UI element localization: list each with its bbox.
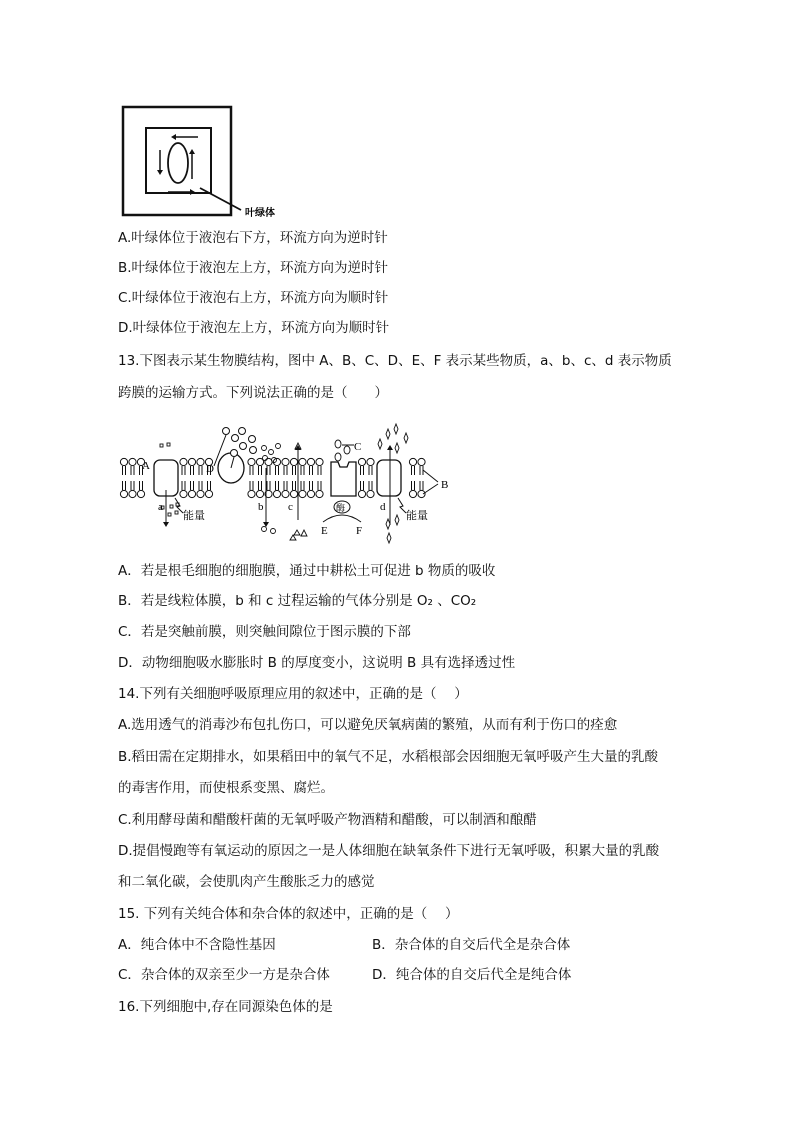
q14-line: A.选用透气的消毒沙布包扎伤口，可以避免厌氧病菌的繁殖，从而有利于伤口的痊愈 xyxy=(118,717,618,733)
phospholipid-tail xyxy=(191,466,194,475)
phospholipid-head xyxy=(188,458,195,465)
phospholipid-tail xyxy=(208,481,211,490)
phospholipid-tail xyxy=(267,466,270,475)
q13-option-a: A．若是根毛细胞的细胞膜，通过中耕松土可促进 b 物质的吸收 xyxy=(118,563,496,579)
label-c-upper: C xyxy=(354,441,362,453)
membrane-transport-figure xyxy=(118,410,468,550)
phospholipid-head xyxy=(367,458,374,465)
phospholipid-tail xyxy=(276,481,279,490)
phospholipid-head xyxy=(282,458,289,465)
q13-option-c: C．若是突触前膜，则突触间隙位于图示膜的下部 xyxy=(118,624,411,640)
phospholipid-head xyxy=(180,490,187,497)
phospholipid-tail xyxy=(182,466,185,475)
phospholipid-tail xyxy=(199,466,202,475)
phospholipid-tail xyxy=(310,466,313,475)
q12-option-c: C.叶绿体位于液泡右上方，环流方向为顺时针 xyxy=(118,290,389,306)
enzyme-label: 酶 xyxy=(336,504,346,514)
phospholipid-head xyxy=(129,458,136,465)
phospholipid-tail xyxy=(191,481,194,490)
phospholipid-head xyxy=(129,490,136,497)
phospholipid-tail xyxy=(250,466,253,475)
chloroplast-label: 叶绿体 xyxy=(245,208,275,219)
chloroplast-cyclosis-figure xyxy=(118,104,288,222)
phospholipid-head xyxy=(273,490,280,497)
phospholipid-head xyxy=(290,490,297,497)
phospholipid-tail xyxy=(267,481,270,490)
q15-option-a: A．纯合体中不含隐性基因 xyxy=(118,937,276,953)
label-f: F xyxy=(356,525,363,537)
phospholipid-head xyxy=(307,490,314,497)
phospholipid-head xyxy=(290,458,297,465)
label-b-upper: B xyxy=(441,479,449,491)
phospholipid-head xyxy=(197,490,204,497)
phospholipid-tail xyxy=(318,466,321,475)
q15-option-d: D．纯合体的自交后代全是纯合体 xyxy=(372,967,572,983)
phospholipid-head xyxy=(409,458,416,465)
phospholipid-tail xyxy=(293,481,296,490)
phospholipid-tail xyxy=(361,466,364,475)
phospholipid-tail xyxy=(310,481,313,490)
phospholipid-tail xyxy=(259,481,262,490)
phospholipid-head xyxy=(197,458,204,465)
phospholipid-head xyxy=(248,490,255,497)
phospholipid-tail xyxy=(318,481,321,490)
label-c-lower: c xyxy=(288,501,293,513)
phospholipid-head xyxy=(180,458,187,465)
phospholipid-head xyxy=(409,490,416,497)
q14-line: 的毒害作用，而使根系变黑、腐烂。 xyxy=(118,780,334,796)
q13-stem-line2: 跨膜的运输方式。下列说法正确的是（ ） xyxy=(118,385,388,401)
phospholipid-tail xyxy=(199,481,202,490)
phospholipid-tail xyxy=(131,466,134,475)
phospholipid-tail xyxy=(259,466,262,475)
energy-label-left: 能量 xyxy=(183,509,205,522)
phospholipid-head xyxy=(358,490,365,497)
q12-option-b: B.叶绿体位于液泡左上方，环流方向为逆时针 xyxy=(118,260,389,276)
phospholipid-head xyxy=(418,490,425,497)
energy-label-right: 能量 xyxy=(406,509,428,522)
q13-stem-line1: 13.下图表示某生物膜结构，图中 A、B、C、D、E、F 表示某些物质，a、b、c、d 表示物质 xyxy=(118,353,672,369)
phospholipid-tail xyxy=(361,481,364,490)
phospholipid-head xyxy=(358,458,365,465)
q13-option-b: B．若是线粒体膜，b 和 c 过程运输的气体分别是 O₂ 、CO₂ xyxy=(118,593,477,609)
phospholipid-head xyxy=(188,490,195,497)
phospholipid-head xyxy=(307,458,314,465)
label-b-lower: b xyxy=(258,501,264,513)
q12-option-a: A.叶绿体位于液泡右下方，环流方向为逆时针 xyxy=(118,230,388,246)
phospholipid-tail xyxy=(123,481,126,490)
q13-option-d: D．动物细胞吸水膨胀时 B 的厚度变小，这说明 B 具有选择透过性 xyxy=(118,655,516,671)
label-d-upper: D xyxy=(206,463,214,475)
phospholipid-tail xyxy=(284,481,287,490)
phospholipid-head xyxy=(120,458,127,465)
phospholipid-tail xyxy=(284,466,287,475)
phospholipid-tail xyxy=(250,481,253,490)
phospholipid-head xyxy=(367,490,374,497)
phospholipid-tail xyxy=(369,481,372,490)
label-d-lower: d xyxy=(380,501,386,513)
phospholipid-tail xyxy=(412,466,415,475)
phospholipid-tail xyxy=(301,466,304,475)
label-e: E xyxy=(321,525,328,537)
phospholipid-tail xyxy=(182,481,185,490)
phospholipid-head xyxy=(248,458,255,465)
phospholipid-tail xyxy=(131,481,134,490)
phospholipid-tail xyxy=(123,466,126,475)
q14-line: D.提倡慢跑等有氧运动的原因之一是人体细胞在缺氧条件下进行无氧呼吸，积累大量的乳酸 xyxy=(118,843,660,859)
q14-line: C.利用酵母菌和醋酸杆菌的无氧呼吸产物酒精和醋酸，可以制酒和酿醋 xyxy=(118,812,537,828)
label-a-upper: A xyxy=(142,460,150,472)
phospholipid-tail xyxy=(412,481,415,490)
phospholipid-tail xyxy=(301,481,304,490)
phospholipid-head xyxy=(299,490,306,497)
phospholipid-tail xyxy=(276,466,279,475)
phospholipid-head xyxy=(120,490,127,497)
phospholipid-head xyxy=(282,490,289,497)
phospholipid-head xyxy=(316,490,323,497)
phospholipid-head xyxy=(265,458,272,465)
phospholipid-tail xyxy=(420,481,423,490)
phospholipid-tail xyxy=(369,466,372,475)
q14-stem: 14.下列有关细胞呼吸原理应用的叙述中，正确的是（ ） xyxy=(118,686,468,702)
phospholipid-head xyxy=(316,458,323,465)
phospholipid-head xyxy=(418,458,425,465)
q16-stem: 16.下列细胞中,存在同源染色体的是 xyxy=(118,999,333,1015)
q15-stem: 15. 下列有关纯合体和杂合体的叙述中，正确的是（ ） xyxy=(118,906,459,922)
q14-line: B.稻田需在定期排水，如果稻田中的氧气不足，水稻根部会因细胞无氧呼吸产生大量的乳酸 xyxy=(118,749,659,765)
phospholipid-head xyxy=(256,490,263,497)
phospholipid-tail xyxy=(140,481,143,490)
q15-option-c: C．杂合体的双亲至少一方是杂合体 xyxy=(118,967,330,983)
q14-line: 和二氧化碳，会使肌肉产生酸胀乏力的感觉 xyxy=(118,874,375,890)
phospholipid-head xyxy=(299,458,306,465)
label-a-lower: a xyxy=(158,501,163,513)
phospholipid-head xyxy=(137,490,144,497)
phospholipid-head xyxy=(205,490,212,497)
phospholipid-tail xyxy=(293,466,296,475)
q12-option-d: D.叶绿体位于液泡左上方，环流方向为顺时针 xyxy=(118,320,390,336)
phospholipid-tail xyxy=(420,466,423,475)
q15-option-b: B．杂合体的自交后代全是杂合体 xyxy=(372,937,571,953)
